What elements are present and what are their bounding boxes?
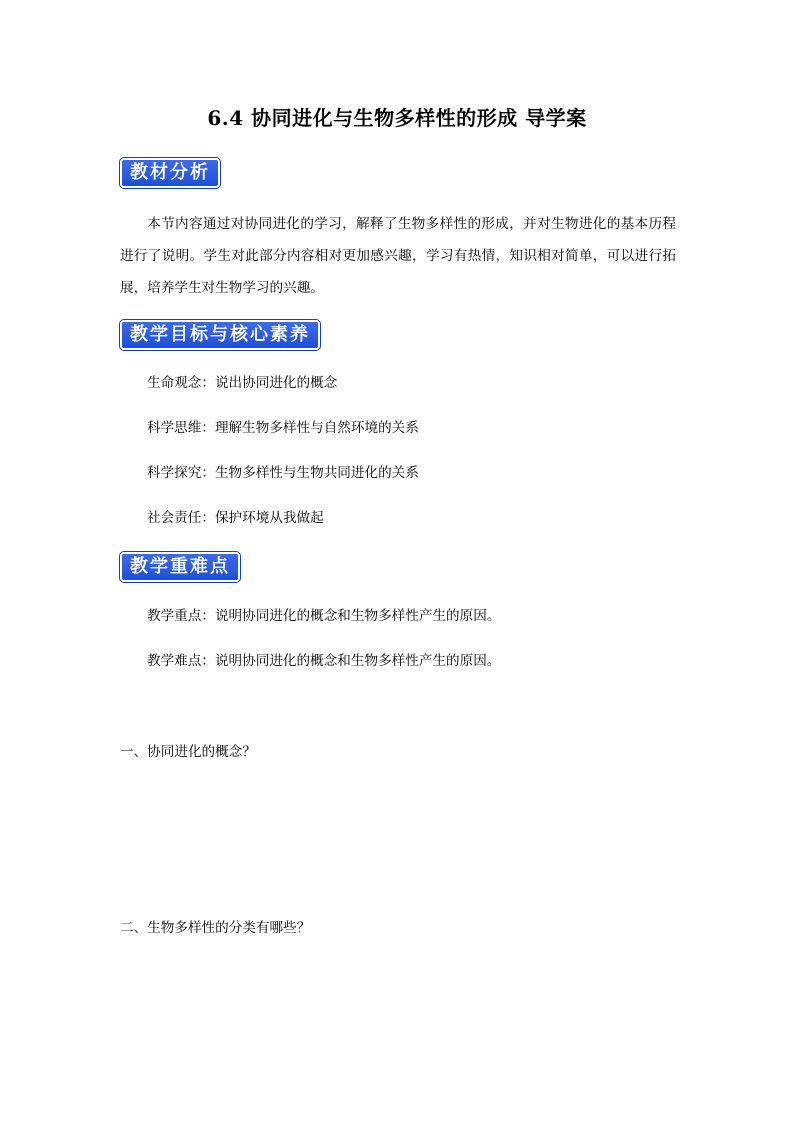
section-heading-goals: 教学目标与核心素养 [120,320,320,350]
keypoint-difficulty: 教学难点：说明协同进化的概念和生物多样性产生的原因。 [147,653,501,669]
goal-item-scientific-thinking: 科学思维：理解生物多样性与自然环境的关系 [147,420,419,436]
question-two: 二、生物多样性的分类有哪些？ [120,920,311,936]
section-heading-keypoints: 教学重难点 [120,552,240,582]
goal-item-social-responsibility: 社会责任：保护环境从我做起 [147,510,324,526]
goal-item-life-concept: 生命观念：说出协同进化的概念 [147,375,338,391]
page-title: 6.4 协同进化与生物多样性的形成 导学案 [207,106,587,130]
analysis-paragraph: 本节内容通过对协同进化的学习，解释了生物多样性的形成，并对生物进化的基本历程进行了说明。学生对此部分内容相对更加感兴趣，学习有热情，知识相对简单，可以进行拓展，培养学生对生物学习的兴趣。 [120,216,676,296]
keypoint-focus: 教学重点：说明协同进化的概念和生物多样性产生的原因。 [147,608,501,624]
question-one: 一、协同进化的概念？ [120,744,256,760]
goal-item-scientific-inquiry: 科学探究：生物多样性与生物共同进化的关系 [147,465,419,481]
section-heading-analysis: 教材分析 [120,158,220,188]
